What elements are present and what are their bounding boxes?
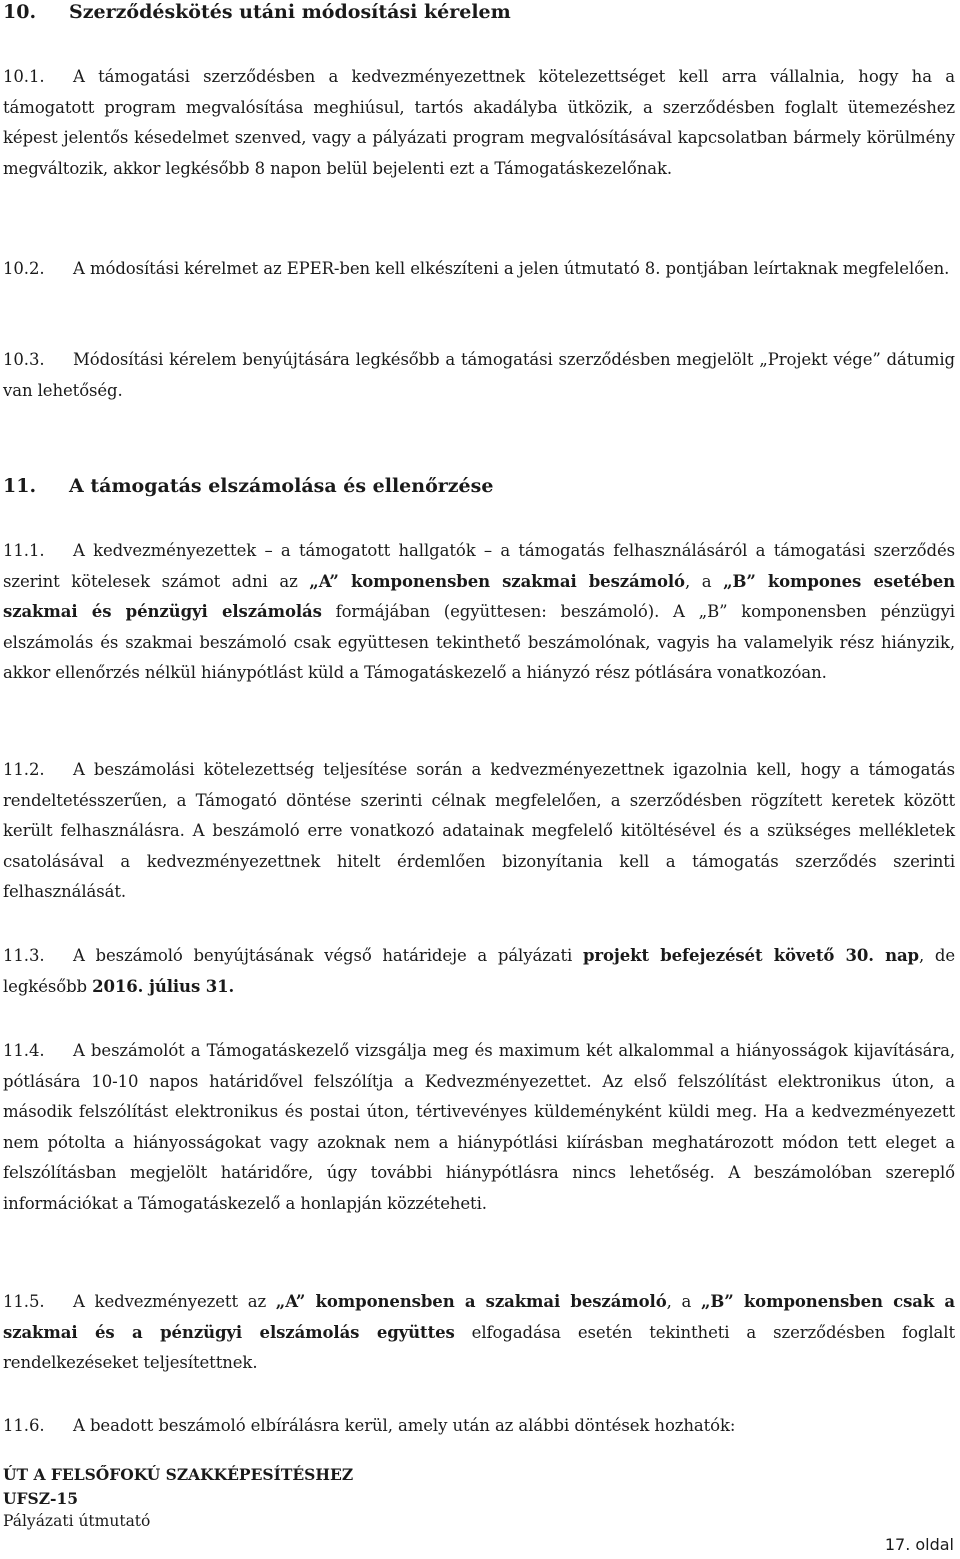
bold-text: „A” komponensben szakmai beszámoló (309, 571, 685, 591)
paragraph-text: A kedvezményezett az (73, 1292, 276, 1311)
paragraph-number: 11.5. (3, 1292, 45, 1311)
paragraph-number: 10.2. (3, 259, 45, 278)
paragraph-number: 11.4. (3, 1041, 45, 1060)
paragraph-10-3 (3, 345, 955, 406)
paragraph-number: 11.3. (3, 946, 45, 965)
paragraph-11-1 (3, 536, 955, 689)
section-title: Szerződéskötés utáni módosítási kérelem (69, 1, 511, 23)
footer-program-code: UFSZ-15 (3, 1488, 79, 1508)
paragraph-text: , a (684, 571, 724, 591)
paragraph-number: 10.1. (3, 67, 45, 86)
paragraph-text: A beszámolási kötelezettség teljesítése során a kedvezményezettnek igazolnia kell, hogy a támogatás rendeltetésszerűen, a Támogató döntése szerinti célnak megfelelően, a szerződésben rögzített keretek között került felhasználásra. A beszámoló erre vonatkozó adatainak megfelelő kitöltésével és a szükséges mellékletek csatolásával a kedvezményezettnek hitelt érdemlően bizonyítania kell a támogatás szerződés szerinti felhasználását. (3, 760, 955, 901)
paragraph-10-1 (3, 62, 955, 184)
paragraph-text: A beadott beszámoló elbírálásra kerül, amely után az alábbi döntések hozhatók: (73, 1416, 736, 1435)
paragraph-text: elfogadása esetén tekintheti a szerződésben foglalt rendelkezéseket teljesítettnek. (3, 1322, 955, 1372)
bold-text: „B” komponensben csak a szakmai és a pénzügyi elszámolás együttes (3, 1292, 956, 1342)
section-10-heading (3, 0, 511, 24)
paragraph-text: , de legkésőbb (3, 946, 955, 996)
paragraph-11-5 (3, 1287, 955, 1379)
paragraph-11-6 (3, 1411, 955, 1442)
paragraph-text: A kedvezményezettek – a támogatott hallgatók – a támogatás felhasználásáról a támogatási szerződés szerint kötelesek számot adni az (3, 541, 955, 591)
footer-document-type: Pályázati útmutató (3, 1512, 151, 1530)
paragraph-11-3 (3, 941, 955, 1002)
paragraph-11-4 (3, 1036, 955, 1219)
bold-text: 2016. július 31. (92, 976, 235, 996)
section-title: A támogatás elszámolása és ellenőrzése (69, 475, 494, 497)
page-footer (3, 1463, 353, 1534)
bold-text: „A” komponensben a szakmai beszámoló (275, 1292, 667, 1311)
footer-program-title: ÚT A FELSŐFOKÚ SZAKKÉPESÍTÉSHEZ (3, 1465, 354, 1484)
paragraph-number: 11.1. (3, 541, 45, 560)
bold-text: „B” kompones esetében szakmai és pénzügyi elszámolás (3, 571, 956, 621)
paragraph-text: A módosítási kérelmet az EPER-ben kell elkészíteni a jelen útmutató 8. pontjában leírtaknak megfelelően. (73, 259, 950, 278)
paragraph-text: A beszámolót a Támogatáskezelő vizsgálja meg és maximum két alkalommal a hiányosságok kijavítására, pótlására 10-10 napos határidővel felszólítja a Kedvezményezettet. Az első felszólítást elektronikus úton, a második felszólítást elektronikus és postai úton, tértivevényes küldeményként küldi meg. Ha a kedvezményezett nem pótolta a hiányosságokat vagy azoknak nem a hiánypótlási kiírásban meghatározott módon tett eleget a felszólításban megjelölt határidőre, úgy további hiánypótlásra nincs lehetőség. A beszámolóban szereplő információkat a Támogatáskezelő a honlapján közzéteheti. (3, 1041, 955, 1213)
paragraph-number: 10.3. (3, 350, 45, 369)
paragraph-text: formájában (együttesen: beszámoló). A „B” komponensben pénzügyi elszámolás és szakmai beszámoló csak együttesen tekinthető beszámolónak, vagyis ha valamelyik rész hiányzik, akkor ellenőrzés nélkül hiánypótlást küld a Támogatáskezelő a hiányzó rész pótlására vonatkozóan. (3, 602, 955, 682)
paragraph-text: A támogatási szerződésben a kedvezményezettnek kötelezettséget kell arra vállalnia, hogy ha a támogatott program megvalósítása meghiúsul, tartós akadályba ütközik, a szerződésben foglalt ütemezéshez képest jelentős késedelmet szenved, vagy a pályázati program megvalósításával kapcsolatban bármely körülmény megváltozik, akkor legkésőbb 8 napon belül bejelenti ezt a Támogatáskezelőnak. (3, 67, 955, 178)
bold-text: projekt befejezését követő 30. nap (582, 946, 919, 965)
paragraph-11-2 (3, 755, 955, 908)
section-11-heading (3, 474, 493, 498)
paragraph-text: , a (666, 1292, 701, 1311)
paragraph-text: Módosítási kérelem benyújtására legkésőbb a támogatási szerződésben megjelölt „Projekt vége” dátumig van lehetőség. (3, 350, 955, 400)
paragraph-number: 11.6. (3, 1416, 45, 1435)
page-number: 17. oldal (884, 1535, 954, 1554)
paragraph-number: 11.2. (3, 760, 45, 779)
section-number: 11. (3, 475, 37, 497)
paragraph-text: A beszámoló benyújtásának végső határideje a pályázati (73, 946, 583, 965)
section-number: 10. (3, 1, 37, 23)
paragraph-10-2 (3, 254, 955, 285)
